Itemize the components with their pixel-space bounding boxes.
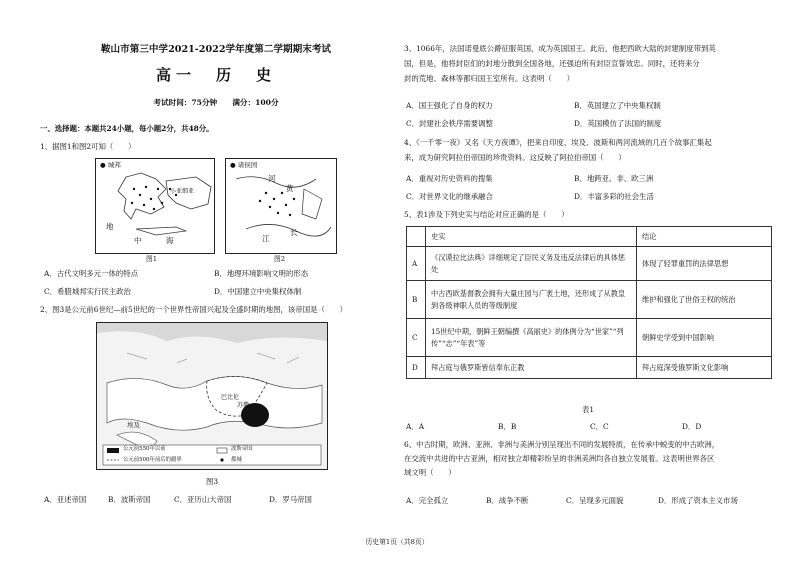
table-row-fact: 拜占庭与俄罗斯皆信奉东正教: [426, 357, 637, 379]
legend-capital: 都城: [231, 457, 242, 463]
q5-table: [406, 226, 772, 379]
legend-500-border: 公元前500年前后的疆界: [123, 457, 182, 463]
q1-option-b[interactable]: B．地理环境影响文明的形态: [214, 269, 309, 278]
q5-option-c[interactable]: C．C: [590, 422, 609, 431]
q1-option-c[interactable]: C．希腊城邦实行民主政治: [44, 287, 131, 296]
q4-option-b[interactable]: B．地跨亚、非、欧三洲: [574, 174, 654, 183]
figure-1-map: [95, 158, 215, 254]
table-header-key: [407, 227, 426, 247]
q6-stem: [404, 439, 774, 478]
q6-option-c[interactable]: C．呈现多元面貌: [566, 496, 624, 505]
table-row-fact: 中古西欧基督教会拥有大量庄园与广袤土地，还形成了从教皇到各级神职人员的等级制度: [426, 281, 637, 319]
q4-options-row1: [406, 173, 653, 184]
table-row-key: A: [407, 247, 426, 281]
label-chang: 长: [290, 228, 298, 237]
table-row-conclusion: 维护和强化了世俗王权的统治: [637, 281, 772, 319]
q6-stem-line-2: 在交流中共进的中古亚洲，相对独立却精彩纷呈的非洲美洲均各自独立发展着。这表明世界各区: [404, 454, 715, 464]
label-he: 河: [268, 174, 276, 183]
table-1-caption: 表1: [582, 405, 595, 414]
q4-stem-line-1: 4、《一千零一夜》又名《天方夜谭》，把来自印度、埃及、波斯和两河流域的几百个故事汇集起: [404, 138, 712, 147]
exam-meta: 考试时间：75分钟 满分：100分: [153, 98, 279, 107]
q2-stem: 2、图3是公元前6世纪—前5世纪的一个世界性帝国兴起及全盛时期的地图，该帝国是（ ）: [40, 305, 348, 314]
label-babylon: 巴比伦: [221, 394, 240, 401]
label-hai: 海: [166, 236, 174, 245]
q6-stem-line-1: 6、中古时期，欧洲、亚洲、非洲与美洲分别呈现出不同的发展特质，在传承中蜕变的中古欧洲，: [404, 440, 720, 449]
q3-option-b[interactable]: B．英国建立了中央集权制: [574, 101, 661, 110]
table-header-conclusion: 结论: [637, 227, 772, 247]
table-row-key: B: [407, 281, 426, 319]
table-row-key: C: [407, 319, 426, 357]
table-row: [407, 281, 772, 319]
q5-options-row: [406, 421, 701, 432]
q3-stem: [404, 43, 774, 84]
q6-options-row: [406, 495, 738, 506]
table-row-key: D: [407, 357, 426, 379]
table-header-fact: 史实: [426, 227, 637, 247]
table-header-row: [407, 227, 772, 247]
legend-persia: 波斯帝国: [231, 446, 253, 452]
table-row: [407, 247, 772, 281]
q1-option-d[interactable]: D．中国建立中央集权体制: [214, 287, 302, 296]
table-row: [407, 357, 772, 379]
figure-2-drawing: [226, 159, 336, 253]
q3-options-row2: [406, 118, 661, 129]
q2-option-d[interactable]: D．罗马帝国: [269, 495, 312, 504]
q2-options-row: [44, 494, 384, 505]
q1-stem: 1、据图1和图2可知（ ）: [40, 142, 136, 151]
table-row-fact: 《汉谟拉比法典》详细规定了臣民义务及违反法律后的具体惩处: [426, 247, 637, 281]
exam-title: 鞍山市第三中学2021-2022学年度第二学期期末考试: [100, 44, 332, 55]
label-egypt: 埃及: [127, 421, 140, 429]
q4-stem: [404, 137, 774, 163]
q3-options-row1: [406, 100, 661, 111]
label-susa: 苏撒: [237, 402, 250, 409]
q4-option-c[interactable]: C．对世界文化的继承融合: [406, 192, 493, 201]
q3-option-a[interactable]: A．国王强化了自身的权力: [406, 101, 493, 110]
q1-options-row2: [44, 286, 384, 297]
label-di: 地: [106, 222, 114, 231]
label-jiang: 江: [262, 234, 270, 243]
figure-3-map: [96, 322, 328, 470]
q3-stem-line-2: 国，但是，他将封臣们的封地分散到全国各地，还强迫所有封臣宣誓效忠。同时，还将来分: [404, 59, 700, 69]
q6-option-a[interactable]: A．完全孤立: [406, 496, 449, 505]
label-zhong: 中: [134, 236, 142, 245]
q2-option-a[interactable]: A．亚述帝国: [44, 495, 87, 504]
q4-option-d[interactable]: D．丰富多彩的社会生活: [574, 192, 654, 201]
q5-option-a[interactable]: A．A: [406, 422, 425, 431]
figure-1-caption: 图1: [146, 255, 158, 263]
q6-option-d[interactable]: D．形成了资本主义市场: [658, 496, 738, 505]
figure-1-legend: ● 城邦: [100, 161, 121, 169]
q4-stem-line-2: 来，成为研究阿拉伯帝国的珍贵资料。这反映了阿拉伯帝国（ ）: [404, 153, 626, 163]
exam-subject: 高一 历 史: [155, 66, 276, 84]
q2-option-c[interactable]: C．亚历山大帝国: [174, 495, 232, 504]
q2-option-b[interactable]: B．波斯帝国: [108, 495, 151, 504]
q5-stem: 5、表1涉及下列史实与结论对应正确的是（ ）: [404, 210, 569, 219]
q6-option-b[interactable]: B．战争不断: [486, 496, 529, 505]
label-huang: 黄: [286, 184, 294, 193]
q6-stem-line-3: 域文明（ ）: [404, 468, 456, 478]
q4-options-row2: [406, 191, 654, 202]
q1-option-a[interactable]: A．古代文明多元一体的特点: [44, 269, 139, 278]
table-row-conclusion: 体现了轻罪重罚的法律思想: [637, 247, 772, 281]
table-row-fact: 15世纪中期，朝鲜王朝编撰《高丽史》的体例分为“世家”“列传”“志”“年表”等: [426, 319, 637, 357]
q3-stem-line-3: 封的荒地、森林等都归国王室所有。这表明（ ）: [404, 74, 574, 84]
figure-1-drawing: [96, 159, 214, 253]
legend-before-550: 公元前550年以前: [123, 446, 166, 452]
figure-3-caption: 图3: [206, 477, 219, 486]
page-footer: 历史第1页（共8页）: [365, 538, 429, 546]
table-row-conclusion: 朝鲜史学受到中国影响: [637, 319, 772, 357]
q1-options-row1: [44, 268, 384, 279]
q4-option-a[interactable]: A．重视对历史资料的搜集: [406, 174, 493, 183]
figure-2-legend: ● 诸侯国: [230, 161, 258, 169]
q3-option-d[interactable]: D．英国模仿了法国的制度: [574, 119, 662, 128]
q5-option-d[interactable]: D．D: [682, 422, 702, 431]
table-row-conclusion: 拜占庭深受俄罗斯文化影响: [637, 357, 772, 379]
section-heading: 一、选择题：本题共24小题，每小题2分，共48分。: [40, 124, 214, 133]
figure-2-map: [225, 158, 337, 254]
q5-option-b[interactable]: B．B: [498, 422, 517, 431]
q3-stem-line-1: 3、1066年，法国诺曼底公爵征服英国，成为英国国王。此后，他把西欧大陆的封建制度带到英: [404, 44, 716, 53]
q3-option-c[interactable]: C．封建社会秩序需要调整: [406, 119, 493, 128]
figure-2-caption: 图2: [274, 255, 286, 263]
label-asia-minor: 小亚细亚: [170, 188, 195, 195]
table-row: [407, 319, 772, 357]
